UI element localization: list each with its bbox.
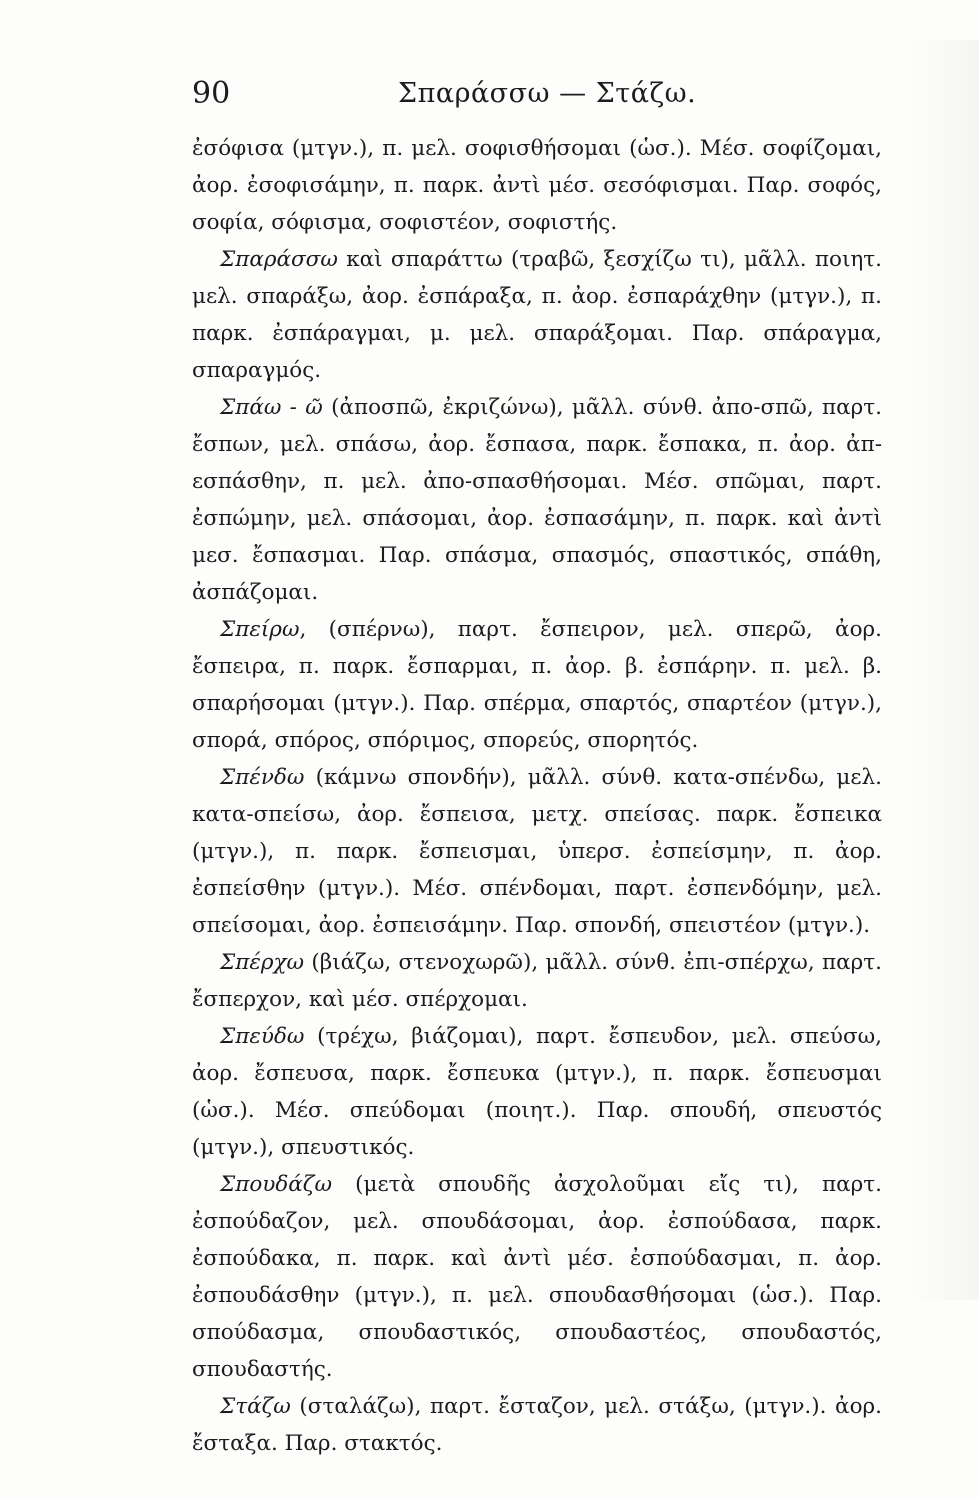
entry-lemma: Στάζω xyxy=(220,1394,291,1419)
running-head: Σπαράσσω — Στάζω. xyxy=(398,78,697,109)
entry-text: καὶ σπαράττω (τραβῶ, ξεσχίζω τι), μᾶλλ. ποιητ. μελ. σπαράξω, ἀορ. ἐσπάραξα, π. ἀορ. ἐσπαράχθην (μτγν.), π. παρκ. ἐσπάραγμαι, μ. μελ. σπαράξομαι. Παρ. σπάραγμα, σπαραγμός. xyxy=(192,247,882,383)
entry-speiro xyxy=(192,611,882,759)
entry-sperho xyxy=(192,944,882,1018)
entry-spendo xyxy=(192,759,882,944)
entry-lemma: Σπουδάζω xyxy=(220,1172,332,1197)
entry-sparasso xyxy=(192,241,882,389)
entry-stazo xyxy=(192,1388,882,1462)
entry-lemma: Σπεύδω xyxy=(220,1024,305,1049)
entry-lemma: Σπαράσσω xyxy=(220,247,338,272)
entry-text: (μετὰ σπουδῆς ἀσχολοῦμαι εἴς τι), παρτ. ἐσπούδαζον, μελ. σπουδάσομαι, ἀορ. ἐσπούδασα, παρκ. ἐσπούδακα, π. παρκ. καὶ ἀντὶ μέσ. ἐσπούδασμαι, π. ἀορ. ἐσπουδάσθην (μτγν.), π. μελ. σπουδασθήσομαι (ὡσ.). Παρ. σπούδασμα, σπουδαστικός, σπουδαστέος, σπουδαστός, σπουδαστής. xyxy=(192,1172,882,1382)
entry-text: , (σπέρνω), παρτ. ἔσπειρον, μελ. σπερῶ, ἀορ. ἔσπειρα, π. παρκ. ἔσπαρμαι, π. ἀορ. β. ἐσπάρην. π. μελ. β. σπαρήσομαι (μτγν.). Παρ. σπέρμα, σπαρτός, σπαρτέον (μτγν.), σπορά, σπόρος, σπόριμος, σπορεύς, σπορητός. xyxy=(192,617,882,753)
entry-lemma: Σπέρχω xyxy=(220,950,305,975)
entry-lemma: Σπένδω xyxy=(220,765,305,790)
entry-text: (ἀποσπῶ, ἐκριζώνω), μᾶλλ. σύνθ. ἀπο-σπῶ, παρτ. ἔσπων, μελ. σπάσω, ἀορ. ἔσπασα, παρκ. ἔσπακα, π. ἀορ. ἀπ-εσπάσθην, π. μελ. ἀπο-σπασθήσομαι. Μέσ. σπῶμαι, παρτ. ἐσπώμην, μελ. σπάσομαι, ἀορ. ἐσπασάμην, π. παρκ. καὶ ἀντὶ μεσ. ἔσπασμαι. Παρ. σπάσμα, σπασμός, σπαστικός, σπάθη, ἀσπάζομαι. xyxy=(192,395,882,605)
entry-text: ἐσόφισα (μτγν.), π. μελ. σοφισθήσομαι (ὡσ.). Μέσ. σοφίζομαι, ἀορ. ἐσοφισάμην, π. παρκ. ἀντὶ μέσ. σεσόφισμαι. Παρ. σοφός, σοφία, σόφισμα, σοφιστέον, σοφιστής. xyxy=(192,136,882,235)
dictionary-text xyxy=(192,130,882,1462)
entry-text: (τρέχω, βιάζομαι), παρτ. ἔσπευδον, μελ. σπεύσω, ἀορ. ἔσπευσα, παρκ. ἔσπευκα (μτγν.), π. παρκ. ἔσπευσμαι (ὡσ.). Μέσ. σπεύδομαι (ποιητ.). Παρ. σπουδή, σπευστός (μτγν.), σπευστικός. xyxy=(192,1024,882,1160)
entry-spao xyxy=(192,389,882,611)
entry-continuation xyxy=(192,130,882,241)
page-number: 90 xyxy=(192,76,231,111)
entry-text: (σταλάζω), παρτ. ἔσταζον, μελ. στάξω, (μτγν.). ἀορ. ἔσταξα. Παρ. στακτός. xyxy=(192,1394,882,1456)
entry-spevdo xyxy=(192,1018,882,1166)
entry-lemma: Σπείρω xyxy=(220,617,300,642)
entry-text: (βιάζω, στενοχωρῶ), μᾶλλ. σύνθ. ἐπι-σπέρχω, παρτ. ἔσπερχον, καὶ μέσ. σπέρχομαι. xyxy=(192,950,882,1012)
entry-spoudazo xyxy=(192,1166,882,1388)
entry-lemma: Σπάω - ῶ xyxy=(220,395,323,420)
entry-text: (κάμνω σπονδήν), μᾶλλ. σύνθ. κατα-σπένδω, μελ. κατα-σπείσω, ἀορ. ἔσπεισα, μετχ. σπείσας. παρκ. ἔσπεικα (μτγν.), π. παρκ. ἔσπεισμαι, ὑπερσ. ἐσπείσμην, π. ἀορ. ἐσπείσθην (μτγν.). Μέσ. σπένδομαι, παρτ. ἐσπενδόμην, μελ. σπείσομαι, ἀορ. ἐσπεισάμην. Παρ. σπονδή, σπειστέον (μτγν.). xyxy=(192,765,882,938)
page-edge-shadow xyxy=(909,40,979,1300)
page-header xyxy=(192,74,882,118)
